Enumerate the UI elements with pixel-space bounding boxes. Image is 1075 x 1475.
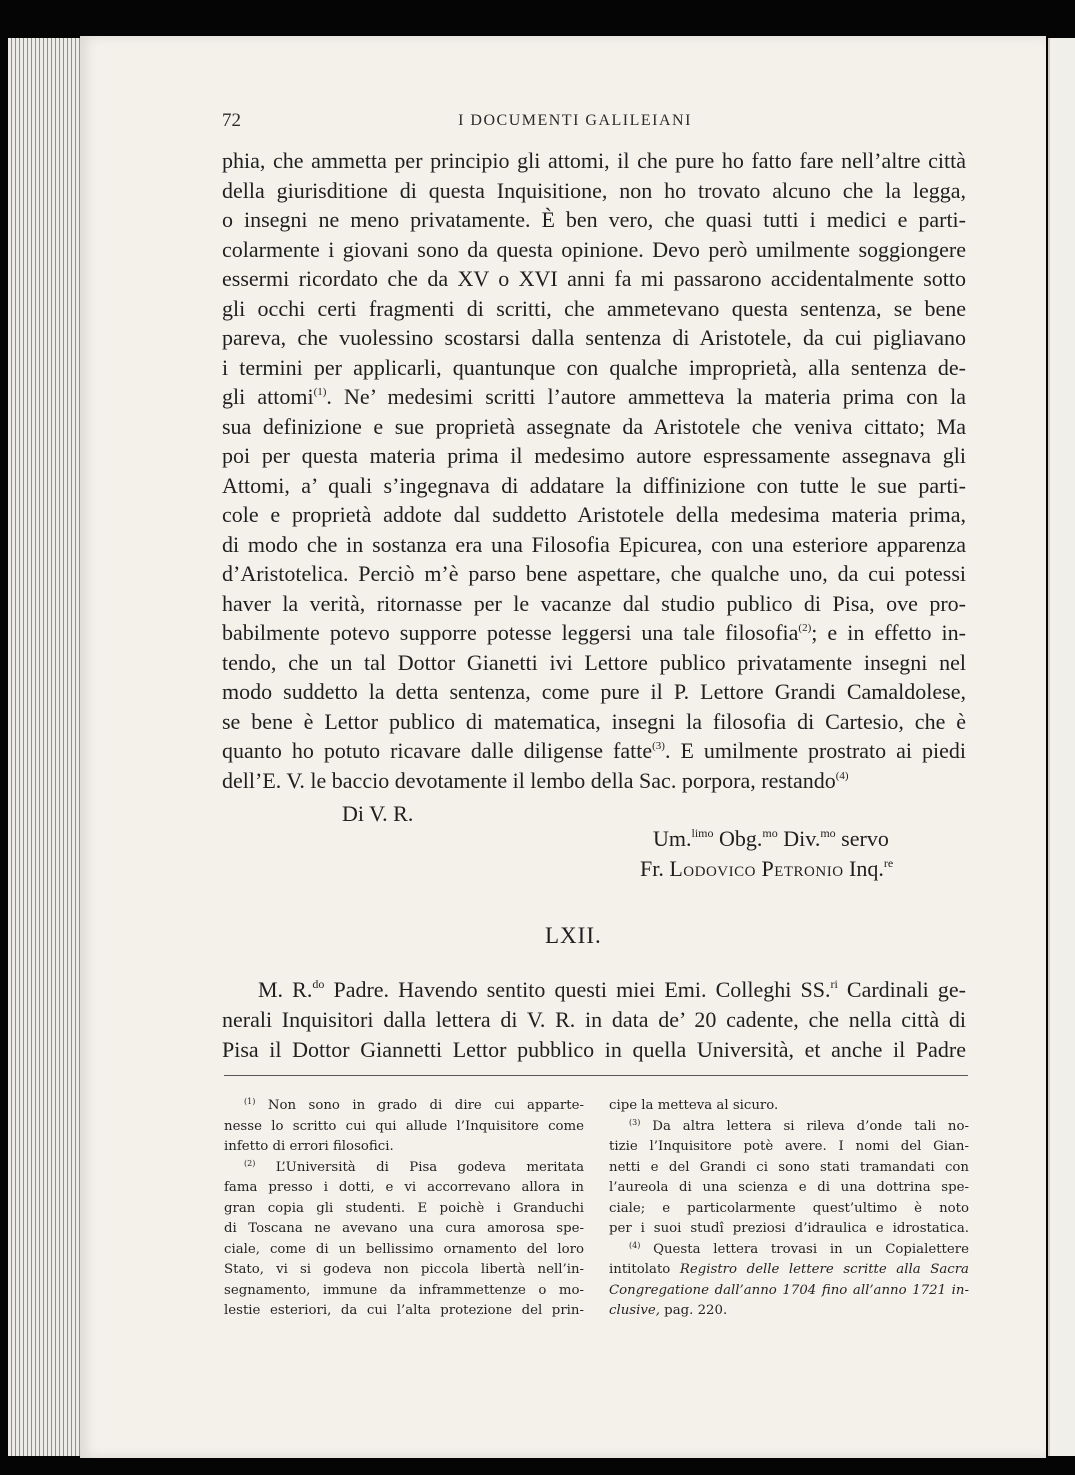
text-segment: Div. [783, 826, 821, 851]
footnote-line: gran copia gli studenti. E poichè i Granduchi [224, 1200, 584, 1216]
text-line: haver la verità, ritornasse per le vacanze dal studio publico di Pisa, ove pro- [222, 590, 966, 616]
text-segment: Padre. Havendo sentito questi miei Emi. Colleghi SS. [324, 977, 831, 1002]
text-line: della giurisditione di questa Inquisitione, non ho trovato alcuno che la legga, [222, 177, 966, 203]
text-segment: Fr. [640, 856, 664, 881]
footnote-ref-1: (1) [313, 386, 327, 398]
letter-body-text [222, 975, 966, 1065]
abbrev-sup: ri [830, 977, 838, 991]
text-line: o insegni ne meno privatamente. È ben vero, che quasi tutti i medici e parti- [222, 207, 966, 232]
footnote-line: ciale, come di un bellissimo ornamento del loro [224, 1241, 584, 1257]
text-line: Pisa il Dottor Giannetti Lettor pubblico in quella Università, et anche il Padre [222, 1037, 966, 1062]
closing-servant-line [653, 826, 889, 852]
text-line: poi per questa materia prima il medesimo autore espressamente assegnava gli [222, 443, 966, 468]
footnote-line: cipe la metteva al sicuro. [609, 1098, 779, 1113]
footnote-line: infetto di errori filosofici. [224, 1139, 394, 1154]
text-segment: Obg. [719, 826, 763, 851]
abbrev-sup: limo [691, 826, 714, 840]
footnote-line [224, 1158, 584, 1179]
footnote-ref-3: (3) [652, 740, 665, 752]
text-line [222, 618, 966, 648]
footnote-line [609, 1117, 969, 1138]
text-segment: M. R. [258, 977, 313, 1002]
main-body-text [222, 146, 966, 795]
footnote-ref-4: (4) [835, 769, 849, 782]
text-segment: ; e in effetto in- [811, 620, 966, 645]
text-line: essermi ricordato che da XV o XVI anni fa mi passarono accidentalmente sotto [222, 266, 966, 291]
footnote-line [609, 1301, 969, 1322]
text-segment: Da altra lettera si rileva d’onde tali no- [640, 1118, 969, 1134]
signer-first-name: Lodovico [669, 856, 756, 881]
abbrev-sup: mo [762, 826, 778, 840]
abbrev-sup: re [883, 856, 894, 870]
footnote-ref-2: (2) [798, 622, 812, 634]
text-segment: clusive, [609, 1303, 660, 1318]
footnote-line: di Toscana ne avevano una cura amorosa spe- [224, 1221, 584, 1236]
footnote-line [224, 1096, 584, 1117]
text-line: modo suddetto la detta sentenza, come pure il P. Lettore Grandi Camaldolese, [222, 679, 966, 704]
footnote-mark: (3) [629, 1117, 641, 1127]
footnote-divider [224, 1075, 968, 1076]
text-segment: Non sono in grado di dire cui apparte- [255, 1098, 584, 1113]
footnote-line [609, 1260, 969, 1281]
footnote-line: ciale; e particolarmente quest’ultimo è noto [609, 1200, 969, 1216]
footnote-line: per i suoi studî preziosi d’idraulica e idrostatica. [609, 1221, 969, 1236]
text-line: i termini per applicarli, quantunque con qualche improprietà, alla sentenza de- [222, 354, 966, 380]
text-line: d’Aristotelica. Perciò m’è parso bene aspettare, che qualche uno, da cui potessi [222, 561, 966, 586]
page-number: 72 [222, 110, 241, 131]
footnote-line: netti e del Grandi ci sono stati tramandati con [609, 1159, 969, 1175]
text-segment: Registro delle lettere scritte alla Sacra [679, 1262, 969, 1277]
text-line: pareva, che vuolessino scostarsi dalla sentenza di Aristotele, da cui pigliavano [222, 325, 966, 350]
signer-last-name: Petronio [761, 856, 844, 881]
text-line: di modo che in sostanza era una Filosofia Epicurea, con una esteriore apparenza [222, 531, 966, 557]
text-segment: dell’E. V. le baccio devotamente il lembo della Sac. porpora, restando [222, 767, 836, 793]
text-segment: servo [841, 826, 889, 851]
footnote-line: tizie l’Inquisitore potè avere. I nomi del Gian- [609, 1139, 969, 1154]
text-line [222, 736, 966, 766]
text-line: sua definizione e sue proprietà assegnate da Aristotele che veniva cittato; Ma [222, 413, 966, 439]
text-line: phia, che ammetta per principio gli attomi, il che pure ho fatto fare nell’altre città [222, 148, 966, 173]
text-segment: babilmente potevo supporre potesse leggersi una tale filosofia [222, 620, 799, 645]
footnotes-left-column [224, 1096, 584, 1322]
signature-line [640, 856, 893, 882]
footnote-line: lestie esteriori, da cui l’alta protezione del prin- [224, 1303, 584, 1318]
text-segment: quanto ho potuto ricavare dalle diligense fatte [222, 738, 653, 763]
text-segment: Questa lettera trovasi in un Copialettere [640, 1241, 969, 1257]
book-page-edges [8, 38, 88, 1456]
facing-page-edge [1048, 38, 1075, 1456]
closing-salutation: Di V. R. [342, 801, 414, 826]
text-segment: Inq. [849, 856, 884, 881]
footnote-line: l’aureola di una scienza e di una dottrina spe- [609, 1180, 969, 1195]
running-head: I DOCUMENTI GALILEIANI [458, 112, 692, 129]
abbrev-sup: mo [820, 826, 836, 840]
text-segment: pag. 220. [659, 1303, 728, 1318]
section-heading: LXII. [545, 923, 602, 948]
text-line: gli occhi certi fragmenti di scritti, che ammetevano questa sentenza, se bene [222, 295, 966, 321]
footnotes-right-column [609, 1096, 969, 1322]
footnote-line: nesse lo scritto cui qui allude l’Inquisitore come [224, 1118, 584, 1134]
text-line: Attomi, a’ quali s’ingegnava di addatare la diffinizione con tutte le sue parti- [222, 472, 966, 498]
text-line [222, 766, 966, 796]
footnote-mark: (1) [244, 1097, 256, 1106]
text-line: cole e proprietà addote dal suddetto Aristotele della medesima materia prima, [222, 502, 966, 527]
text-segment: . E umilmente prostrato ai piedi [664, 738, 966, 763]
text-line: colarmente i giovani sono da questa opinione. Devo però umilmente soggiongere [222, 236, 966, 262]
footnote-mark: (4) [629, 1240, 641, 1250]
text-segment: gli attomi [222, 384, 314, 409]
text-segment: intitolato [609, 1262, 680, 1277]
text-line: nerali Inquisitori dalla lettera di V. R. in data de’ 20 cadente, che nella città di [222, 1007, 966, 1032]
text-line: tendo, che un tal Dottor Gianetti ivi Lettore publico privatamente insegni nel [222, 649, 966, 675]
footnote-mark: (2) [244, 1158, 256, 1168]
text-segment: . Ne’ medesimi scritti l’autore ammetteva la materia prima con la [326, 384, 966, 409]
footnote-line: Stato, vi si godeva non piccola libertà nell’in- [224, 1262, 584, 1277]
text-line [222, 975, 966, 1005]
text-segment: Cardinali ge- [837, 977, 966, 1002]
footnote-line [609, 1240, 969, 1261]
footnote-line: Congregatione dall’anno 1704 fino all’anno 1721 in- [609, 1282, 969, 1298]
footnote-line: fama presso i dotti, e vi accorrevano allora in [224, 1180, 584, 1195]
text-segment: L’Università di Pisa godeva meritata [255, 1159, 584, 1175]
text-line [222, 382, 966, 412]
abbrev-sup: do [312, 977, 325, 991]
text-segment: Um. [653, 826, 692, 851]
text-line: se bene è Lettor publico di matematica, insegni la filosofia di Cartesio, che è [222, 708, 966, 734]
footnote-line: segnamento, immune da inframmettenze o mo- [224, 1282, 584, 1298]
